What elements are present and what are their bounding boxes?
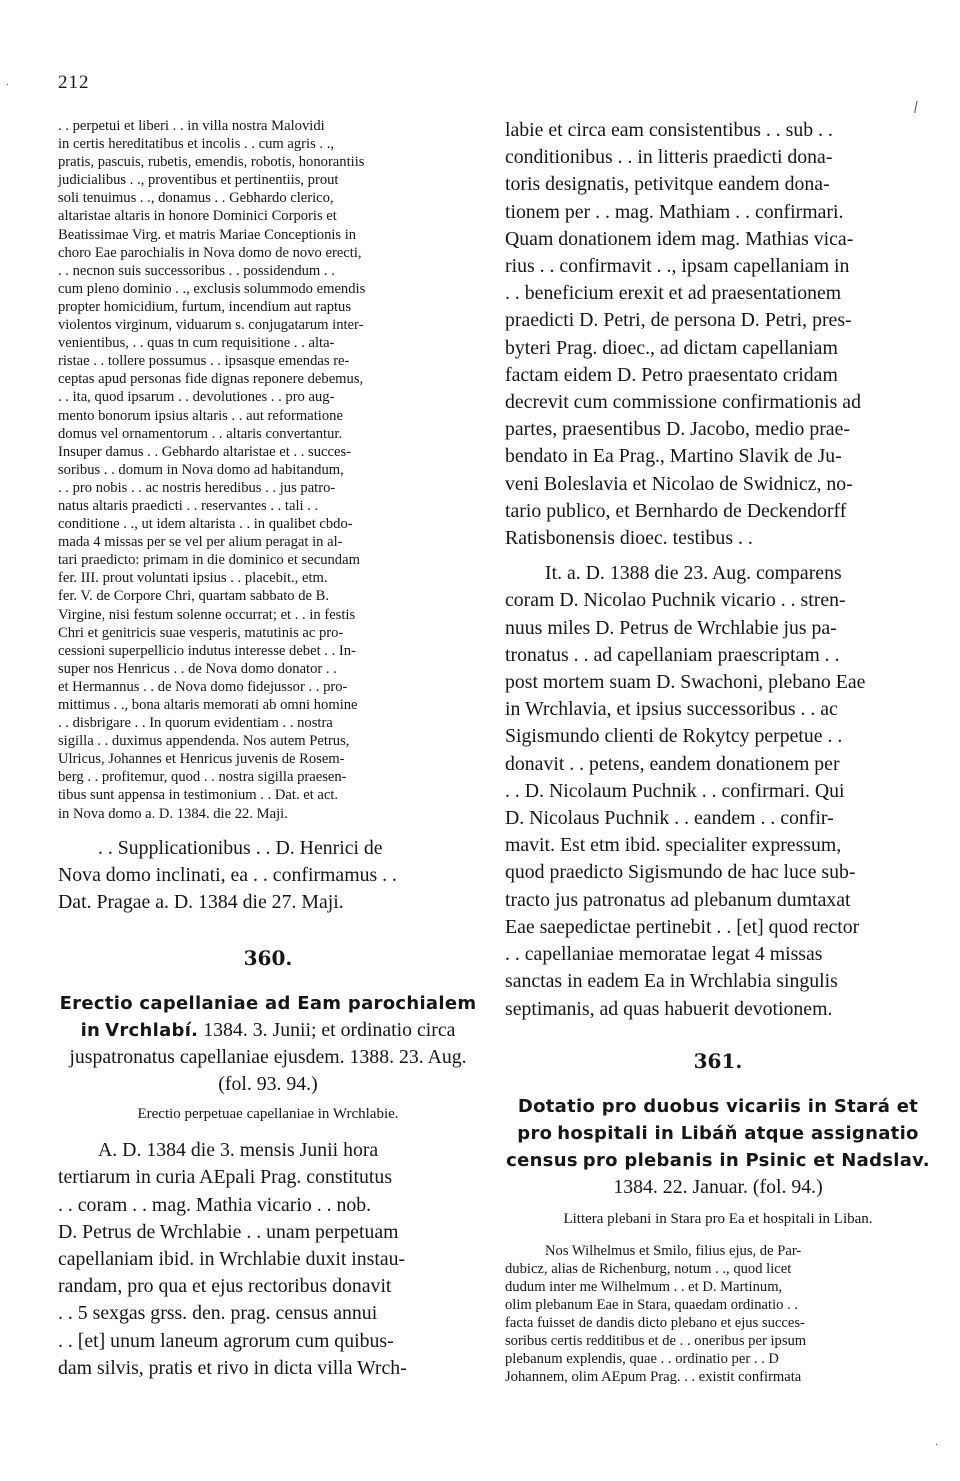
heading-line-4: 23. Aug. (fol. 93. 94.) xyxy=(218,1046,467,1096)
document-number-360: 360. xyxy=(243,946,293,971)
text-line: mittimus . ., bona altaris memorati ab omni homine xyxy=(58,697,358,713)
text-line: dudum inter me Wilhelmum . . et D. Martinum, xyxy=(505,1278,783,1295)
text-line: tario publico, et Bernhardo de Deckendorff xyxy=(505,499,847,522)
text-line: Nos Wilhelmus et Smilo, filius ejus, de Par- xyxy=(545,1242,802,1259)
heading-bold-line-2: Vrchlabí. xyxy=(105,1020,199,1042)
text-line: ceptas apud personas fide dignas reponere debemus, xyxy=(58,371,364,388)
continuation-text xyxy=(505,117,931,552)
text-line: Ratisbonensis dioec. testibus . . xyxy=(505,527,753,550)
text-line: partes, praesentibus D. Jacobo, medio prae- xyxy=(505,418,850,441)
document-number-361: 361. xyxy=(693,1048,743,1073)
text-line: A. D. 1384 die 3. mensis Junii hora xyxy=(98,1139,379,1162)
text-line: in certis hereditatibus et incolis . . cum agris . ., xyxy=(58,136,334,153)
text-line: Virgine, nisi festum solenne occurrat; et . . in festis xyxy=(58,606,356,623)
heading-line-3: juspatronatus capellaniae ejusdem. 1388. xyxy=(69,1046,395,1069)
heading-bold-line-1: Erectio capellaniae ad Eam parochialem in xyxy=(59,993,477,1042)
text-line: sanctas in eadem Ea in Wrchlabia singulis xyxy=(505,970,838,993)
heading-line-4: 22. Januar. (fol. 94.) xyxy=(662,1175,823,1198)
text-line: et Hermannus . . de Nova domo fidejussor . . pro- xyxy=(58,678,348,695)
text-line: quod praedicto Sigismundo de hac luce sub- xyxy=(505,861,856,884)
text-line: Sigismundo clienti de Rokytcy perpetue . . xyxy=(505,725,843,748)
charter-text xyxy=(58,117,478,823)
text-line: . . coram . . mag. Mathia vicario . . nob. xyxy=(58,1193,372,1216)
text-line: Johannem, olim AEpum Prag. . . existit confirmata xyxy=(505,1369,802,1386)
text-line: . . capellaniae memoratae legat 4 missas xyxy=(505,943,823,966)
text-line: tionem per . . mag. Mathiam . . confirmari. xyxy=(505,200,844,223)
text-line: in Nova domo a. D. 1384. die 22. Maji. xyxy=(58,805,288,822)
text-line: D. Petrus de Wrchlabie . . unam perpetuam xyxy=(58,1220,399,1243)
right-column xyxy=(505,117,931,1386)
text-line: tertiarum in curia AEpali Prag. constitutus xyxy=(58,1166,393,1189)
text-line: choro Eae parochialis in Nova domo de novo erecti, xyxy=(58,244,362,261)
text-line: domus vel ornamentorum . . altaris convertantur. xyxy=(58,425,343,442)
text-line: It. a. D. 1388 die 23. Aug. comparens xyxy=(545,562,842,585)
text-line: mada 4 missas per se vel per alium peragat in al- xyxy=(58,534,343,551)
text-line: propter homicidium, furtum, incendium aut raptus xyxy=(58,298,352,315)
text-line: sigilla . . duximus appendenda. Nos autem Petrus, xyxy=(58,733,350,750)
text-line: Chri et genitricis suae vesperis, matutinis ac pro- xyxy=(58,624,344,641)
text-line: cum pleno dominio . ., exclusis solummodo emendis xyxy=(58,280,366,297)
margin-mark-right: ⁄ xyxy=(912,100,921,116)
text-line: Insuper damus . . Gebhardo altaristae et . . succes- xyxy=(58,443,351,460)
text-line: . . 5 sexgas grss. den. prag. census annui xyxy=(58,1302,378,1325)
document-heading-361 xyxy=(505,1093,931,1201)
text-line: labie et circa eam consistentibus . . sub . . xyxy=(505,119,833,141)
text-line: donavit . . petens, eandem donationem per xyxy=(505,752,840,775)
heading-bold-line-2: hospitali in Libáň atque assignatio census xyxy=(506,1122,919,1171)
text-line: judicialibus . ., proventibus et pertinentiis, prout xyxy=(58,172,339,189)
text-line: . . pro nobis . . ac nostris heredibus . . jus patro- xyxy=(58,479,336,496)
heading-bold-line-3: pro plebanis in Psinic et Nadslav. xyxy=(582,1149,930,1171)
text-line: capellaniam ibid. in Wrchlabie duxit instau- xyxy=(58,1248,406,1271)
page-number: 212 xyxy=(58,72,90,93)
second-part-text xyxy=(505,560,931,1022)
text-line: decrevit cum commissione confirmationis ad xyxy=(505,391,861,414)
text-line: bendato in Ea Prag., Martino Slavik de Ju- xyxy=(505,445,842,468)
text-line: . . perpetui et liberi . . in villa nostra Malovidi xyxy=(58,118,325,134)
document-heading-360 xyxy=(58,990,478,1098)
text-line: pratis, pascuis, rubetis, emendis, robotis, honorantiis xyxy=(58,154,365,171)
text-line: septimanis, ad quas habuerit devotionem. xyxy=(505,997,833,1020)
text-line: plebanum explendis, quae . . ordinatio per . . D xyxy=(505,1351,779,1368)
text-line: ristae . . tollere possumus . . ipsasque emendas re- xyxy=(58,353,350,370)
text-line: dubicz, alias de Richenburg, notum . ., quod licet xyxy=(505,1260,792,1277)
heading-rest-line-2: 1384. 3. Junii; et ordinatio circa xyxy=(198,1019,456,1042)
text-line: Ulricus, Johannes et Henricus juvenis de Rosem- xyxy=(58,751,345,768)
margin-mark-left: · xyxy=(6,80,10,91)
text-line: . . D. Nicolaum Puchnik . . confirmari. Qui xyxy=(505,779,845,802)
text-line: berg . . profitemur, quod . . nostra sigilla praesen- xyxy=(58,769,347,786)
text-line: natus altaris praedicti . . reservantes . . tali . . xyxy=(58,497,319,514)
text-line: randam, pro qua et ejus rectoribus donavit xyxy=(58,1275,392,1298)
text-line: soribus certis redditibus et de . . oneribus per ipsum xyxy=(505,1333,807,1350)
text-line: fer. V. de Corpore Chri, quartam sabbato de B. xyxy=(58,588,330,605)
text-line: . . beneficium erexit et ad praesentationem xyxy=(505,282,842,305)
text-line: post mortem suam D. Swachoni, plebano Eae xyxy=(505,671,866,694)
text-line: dam silvis, pratis et rivo in dicta villa Wrch- xyxy=(58,1356,407,1379)
text-line: coram D. Nicolao Puchnik vicario . . stren- xyxy=(505,589,846,612)
text-line: rius . . confirmavit . ., ipsam capellaniam in xyxy=(505,255,850,278)
heading-bold-line-1: Dotatio pro duobus vicariis in Stará et pro xyxy=(517,1095,919,1144)
text-line: nuus miles D. Petrus de Wrchlabie jus pa- xyxy=(505,616,837,639)
text-line: . . necnon suis successoribus . . possidendum . . xyxy=(58,262,335,279)
text-line: Quam donationem idem mag. Mathias vica- xyxy=(505,227,854,250)
text-line: olim plebanum Eae in Stara, quaedam ordinatio . . xyxy=(505,1296,799,1313)
text-line: tibus sunt appensa in testimonium . . Dat. et act. xyxy=(58,787,339,804)
text-line: factam eidem D. Petro praesentato cridam xyxy=(505,363,838,386)
text-line: tari praedicto: primam in die dominico et secundam xyxy=(58,552,360,569)
text-line: byteri Prag. dioec., ad dictam capellaniam xyxy=(505,336,838,359)
text-line: D. Nicolaus Puchnik . . eandem . . confir- xyxy=(505,807,834,830)
text-line: . . ita, quod ipsarum . . devolutiones . . pro aug- xyxy=(58,389,335,406)
text-line: Eae saepedictae pertinebit . . [et] quod rector xyxy=(505,915,860,938)
text-line: . . Supplicationibus . . D. Henrici de xyxy=(98,836,383,859)
document-body-360 xyxy=(58,1137,478,1382)
text-line: super nos Henricus . . de Nova domo donator . . xyxy=(58,660,337,677)
text-line: conditione . ., ut idem altarista . . in qualibet cbdo- xyxy=(58,516,353,533)
document-body-361 xyxy=(505,1242,931,1387)
text-line: altaristae altaris in honore Dominici Corporis et xyxy=(58,208,337,225)
text-line: Dat. Pragae a. D. 1384 die 27. Maji. xyxy=(58,891,344,914)
text-line: violentos virginum, viduarum s. conjugatarum inter- xyxy=(58,317,364,334)
text-line: soribus . . domum in Nova domo ad habitandum, xyxy=(58,461,344,478)
text-line: soli tenuimus . ., donamus . . Gebhardo clerico, xyxy=(58,190,334,207)
text-line: toris designatis, petivitque eandem dona- xyxy=(505,173,830,196)
text-line: cessioni superpellicio indutus interesse debet . . In- xyxy=(58,642,356,659)
document-subtitle-361: Littera plebani in Stara pro Ea et hospitali in Liban. xyxy=(563,1210,873,1227)
margin-mark-bottom: · xyxy=(935,1440,939,1451)
text-line: . . disbrigare . . In quorum evidentiam . . nostra xyxy=(58,715,333,732)
heading-rest-line-3: 1384. xyxy=(613,1175,658,1198)
left-column xyxy=(58,117,478,1382)
text-line: venientibus, . . quas tn cum requisitione . . alta- xyxy=(58,335,335,352)
text-line: Beatissimae Virg. et matris Mariae Conceptionis in xyxy=(58,226,357,243)
text-line: in Wrchlavia, et ipsius successoribus . . ac xyxy=(505,698,838,721)
supplication-text xyxy=(58,835,478,917)
text-line: praedicti D. Petri, de persona D. Petri, pres- xyxy=(505,309,852,332)
text-line: veni Boleslavia et Nicolao de Swidnicz, no- xyxy=(505,472,853,495)
text-line: facta fuisset de dandis dicto plebano et ejus succes- xyxy=(505,1315,805,1332)
text-line: tronatus . . ad capellaniam praescriptam . . xyxy=(505,643,840,666)
text-line: conditionibus . . in litteris praedicti dona- xyxy=(505,146,833,169)
text-line: tracto jus patronatus ad plebanum dumtaxat xyxy=(505,888,851,911)
text-line: Nova domo inclinati, ea . . confirmamus . . xyxy=(58,863,397,886)
document-subtitle-360: Erectio perpetuae capellaniae in Wrchlabie. xyxy=(137,1106,399,1123)
text-line: fer. III. prout voluntati ipsius . . placebit., etm. xyxy=(58,570,328,587)
text-line: mento bonorum ipsius altaris . . aut reformatione xyxy=(58,407,343,424)
text-line: mavit. Est etm ibid. specialiter expressum, xyxy=(505,834,842,857)
text-line: . . [et] unum laneum agrorum cum quibus- xyxy=(58,1329,394,1352)
